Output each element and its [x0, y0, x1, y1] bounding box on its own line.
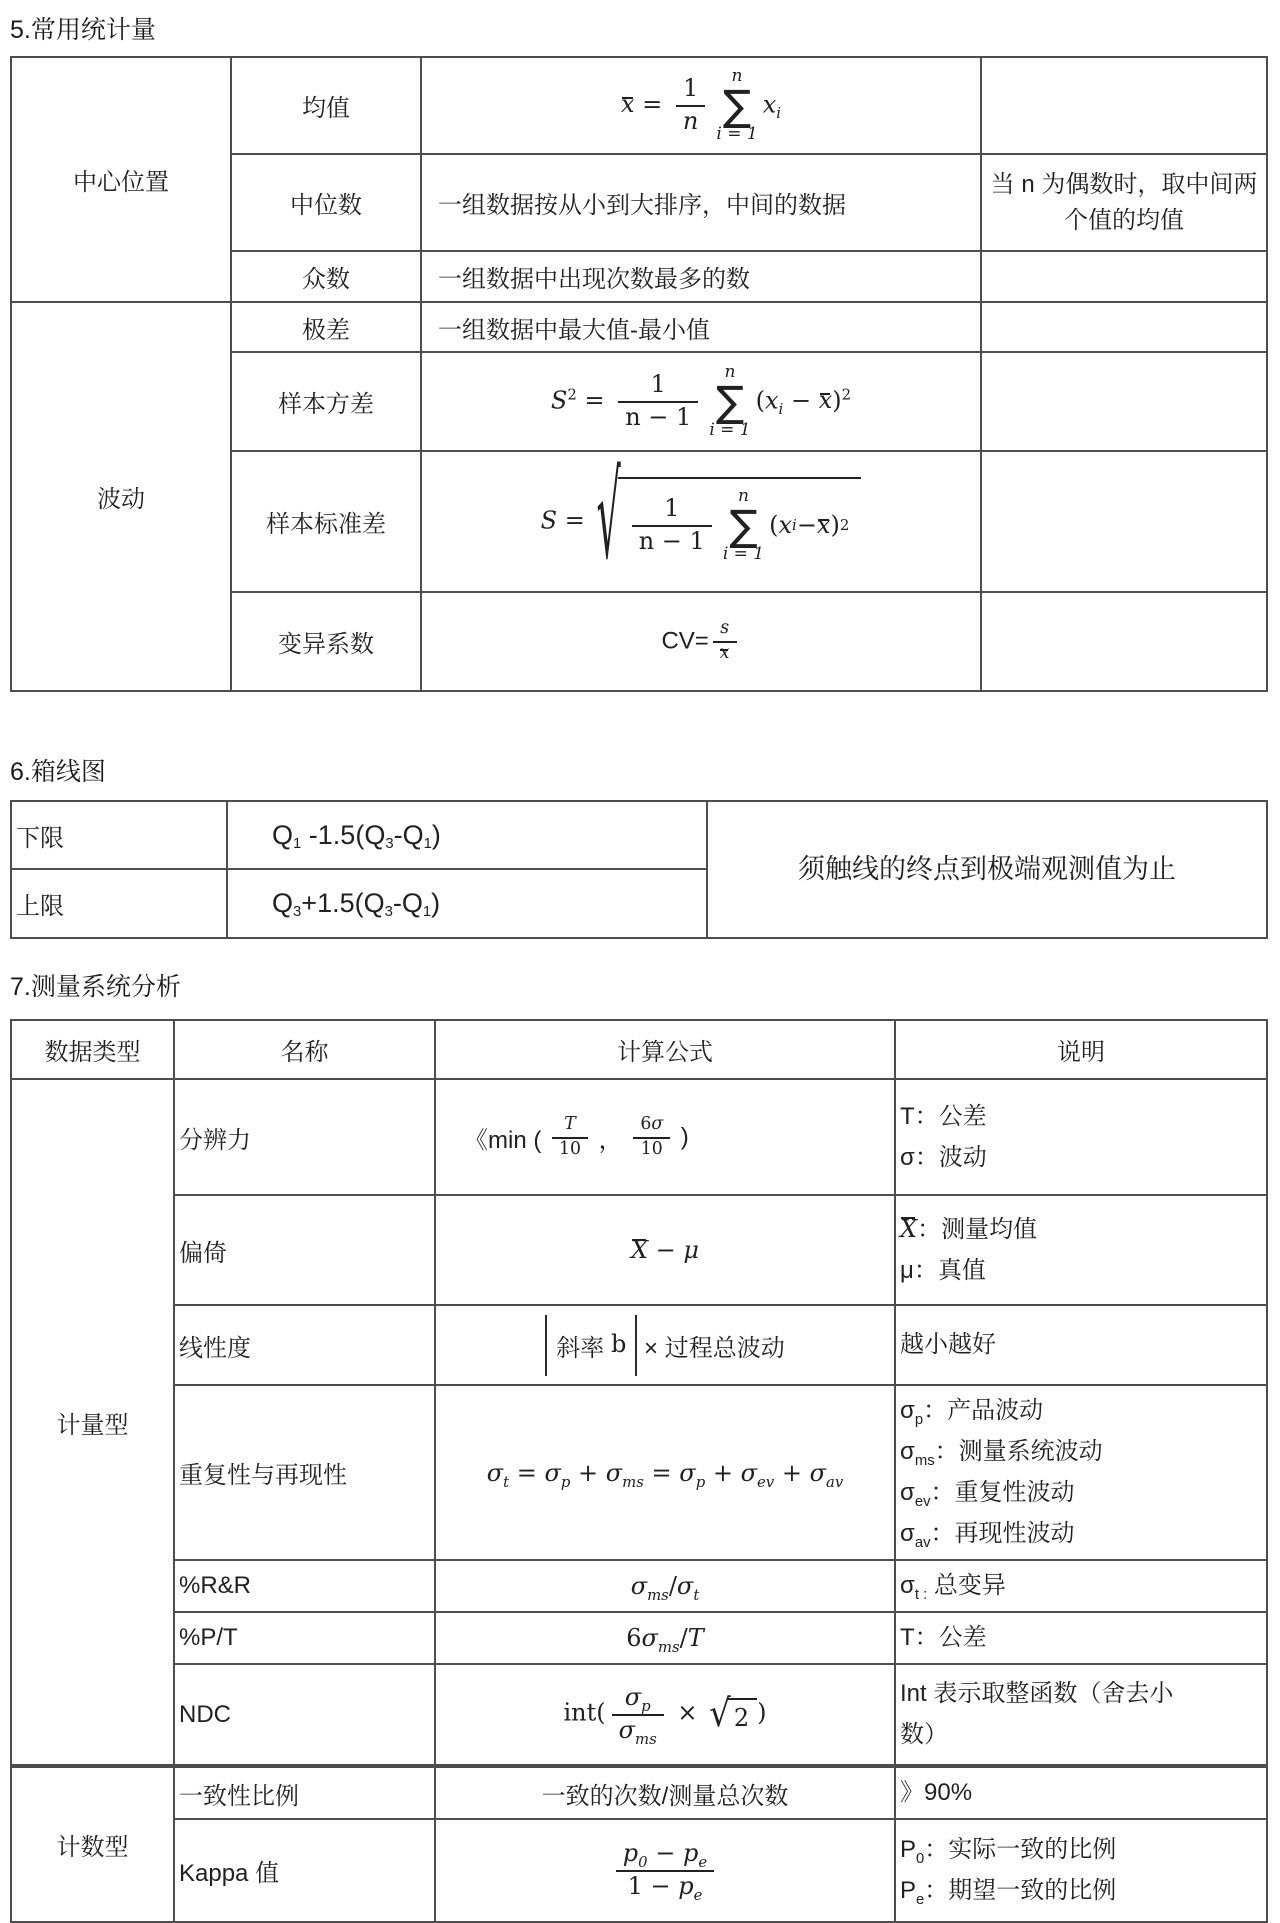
name-cell: 下限	[11, 801, 227, 869]
name-cell: 样本标准差	[231, 451, 421, 592]
table-row-pct-pt	[11, 1612, 1267, 1664]
note-cell	[981, 592, 1267, 691]
table-row-consistency-ratio	[11, 1766, 1267, 1819]
group-cell-fluctuation: 波动	[11, 302, 231, 691]
header-row	[11, 1020, 1267, 1079]
formula-cell: $6\sigma_{ms}/T$	[435, 1612, 895, 1664]
note-cell: 》90%	[895, 1766, 1267, 1819]
formula-cell: $S^2$ = $\frac{1}{n - 1}$ n ∑ i = 1 $(x_i - x)^2$	[421, 352, 981, 451]
formula-cell: 一组数据中最大值-最小值	[421, 302, 981, 352]
name-cell: Kappa 值	[174, 1819, 435, 1922]
formula-cell: 《min ( $\frac{T}{10}$ ， $\frac{6\sigma}{10}$ )	[435, 1079, 895, 1195]
common-statistics-table	[10, 56, 1268, 692]
note-cell: $\sigma_p$：产品波动 $\sigma_{ms}$：测量系统波动 $\sigma_{ev}$：重复性波动 $\sigma_{av}$：再现性波动	[895, 1385, 1267, 1560]
name-cell: 重复性与再现性	[174, 1385, 435, 1560]
header-cell-remark: 说明	[895, 1020, 1267, 1079]
note-cell: 须触线的终点到极端观测值为止	[707, 801, 1267, 938]
name-cell: 变异系数	[231, 592, 421, 691]
note-cell: X：测量均值 μ：真值	[895, 1195, 1267, 1305]
name-cell: 极差	[231, 302, 421, 352]
group-cell-variable-type: 计量型	[11, 1079, 174, 1766]
note-cell	[981, 251, 1267, 302]
note-cell	[981, 352, 1267, 451]
name-cell: 众数	[231, 251, 421, 302]
note-cell	[981, 302, 1267, 352]
name-cell: 偏倚	[174, 1195, 435, 1305]
name-cell: 一致性比例	[174, 1766, 435, 1819]
group-cell-center-position: 中心位置	[11, 57, 231, 302]
formula-cell: $Q_3+1.5(Q_3-Q_1)$	[227, 869, 707, 938]
formula-cell: 一组数据中出现次数最多的数	[421, 251, 981, 302]
table-row-repeatability-reproducibility	[11, 1385, 1267, 1560]
formula-cell: $\sigma_{ms}/\sigma_t$	[435, 1560, 895, 1612]
name-cell: 上限	[11, 869, 227, 938]
note-cell: T：公差 σ：波动	[895, 1079, 1267, 1195]
name-cell: 样本方差	[231, 352, 421, 451]
table-row-resolution	[11, 1079, 1267, 1195]
name-cell: 线性度	[174, 1305, 435, 1385]
group-cell-attribute-type: 计数型	[11, 1766, 174, 1922]
msa-table	[10, 1019, 1268, 1923]
name-cell: 分辨力	[174, 1079, 435, 1195]
note-cell: Int 表示取整函数（舍去小 数）	[895, 1664, 1267, 1766]
note-cell	[981, 57, 1267, 154]
name-cell: 均值	[231, 57, 421, 154]
header-cell-name: 名称	[174, 1020, 435, 1079]
header-cell-formula: 计算公式	[435, 1020, 895, 1079]
formula-cell: $\frac{p_0 - p_e}{1 - p_e}$	[435, 1819, 895, 1922]
table-row-bias	[11, 1195, 1267, 1305]
name-cell: %R&R	[174, 1560, 435, 1612]
note-cell: $\sigma_{t :}$ 总变异	[895, 1560, 1267, 1612]
header-cell-data-type: 数据类型	[11, 1020, 174, 1079]
section7-heading: 7.测量系统分析	[10, 973, 181, 1001]
note-cell: 当 n 为偶数时，取中间两个值的均值	[981, 154, 1267, 251]
section5-heading: 5.常用统计量	[10, 16, 156, 44]
table-row-mean	[11, 57, 1267, 154]
table-row-ndc	[11, 1664, 1267, 1766]
table-row-lower-limit	[11, 801, 1267, 869]
table-row-linearity	[11, 1305, 1267, 1385]
formula-cell: 一组数据按从小到大排序，中间的数据	[421, 154, 981, 251]
formula-cell: S = √ $\frac{1}{n - 1}$ n ∑ i = 1 ( x i − x ) 2	[421, 451, 981, 592]
document-page	[10, 10, 1280, 1923]
boxplot-table	[10, 800, 1268, 939]
formula-cell: x = $\frac{1}{n}$ n ∑ i = 1 $x_i$	[421, 57, 981, 154]
note-cell: T：公差	[895, 1612, 1267, 1664]
name-cell: 中位数	[231, 154, 421, 251]
formula-cell: X − μ	[435, 1195, 895, 1305]
table-row-kappa	[11, 1819, 1267, 1922]
name-cell: NDC	[174, 1664, 435, 1766]
name-cell: %P/T	[174, 1612, 435, 1664]
section6-heading: 6.箱线图	[10, 758, 106, 786]
note-cell	[981, 451, 1267, 592]
table-row-pct-rr	[11, 1560, 1267, 1612]
formula-cell: CV= $\frac{s}{x}$	[421, 592, 981, 691]
formula-cell: $Q_1$ $-1.5(Q_3-Q_1)$	[227, 801, 707, 869]
formula-cell: 一致的次数/测量总次数	[435, 1766, 895, 1819]
formula-cell: $\sigma_t = \sigma_p + \sigma_{ms} = \sigma_p + \sigma_{ev} + \sigma_{av}$	[435, 1385, 895, 1560]
table-row-range	[11, 302, 1267, 352]
formula-cell: int( $\frac{\sigma_p}{\sigma_{ms}}$ × √ 2 )	[435, 1664, 895, 1766]
formula-cell: 斜率 b × 过程总波动	[435, 1305, 895, 1385]
note-cell: 越小越好	[895, 1305, 1267, 1385]
note-cell: $P_0$：实际一致的比例 $P_e$：期望一致的比例	[895, 1819, 1267, 1922]
